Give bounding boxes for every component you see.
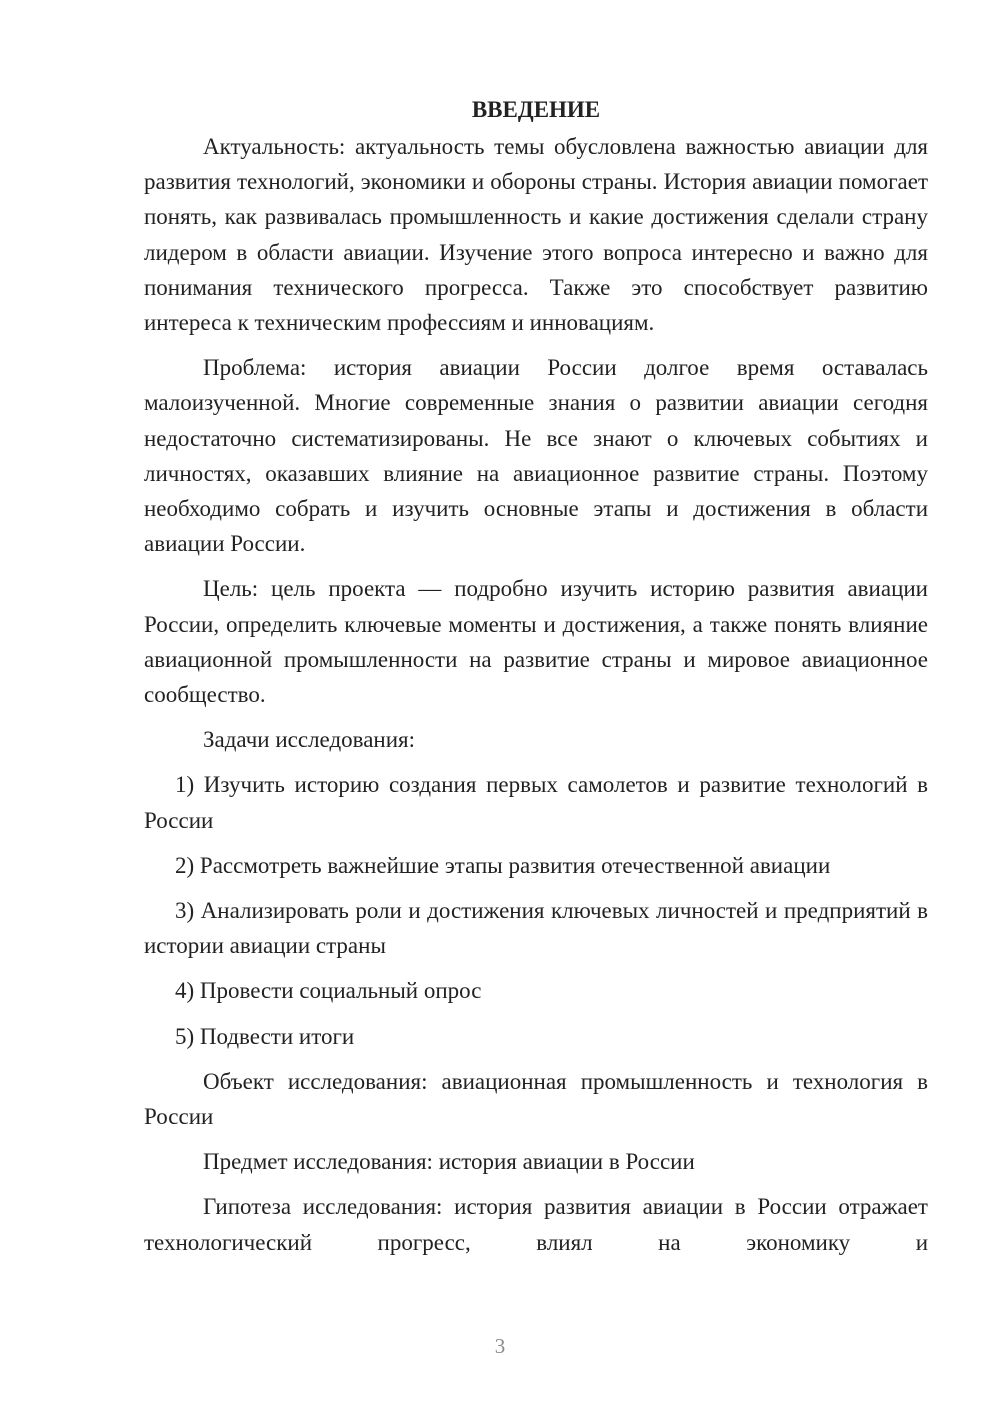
task-item-1: 1) Изучить историю создания первых самолетов и развитие технологий в России <box>144 772 928 833</box>
task-item-2: 2) Рассмотреть важнейшие этапы развития отечественной авиации <box>175 852 831 878</box>
document-page <box>144 92 928 1260</box>
paragraph-subject: Предмет исследования: история авиации в России <box>203 1149 695 1175</box>
page-number: 3 <box>494 1334 506 1358</box>
page-title: ВВЕДЕНИЕ <box>471 97 601 122</box>
paragraph-relevance: Актуальность: актуальность темы обусловлена важностью авиации для развития технологий, экономики и обороны страны. История авиации помогает понять, как развивалась промышленность и какие достижения сделали страну лидером в области авиации. Изучение этого вопроса интересно и важно для понимания технического прогресса. Также это способствует развитию интереса к техническим профессиям и инновациям. <box>144 134 928 336</box>
paragraph-goal: Цель: цель проекта — подробно изучить историю развития авиации России, определить ключевые моменты и достижения, а также понять влияние авиационной промышленности на развитие страны и мировое авиационное сообщество. <box>144 576 928 708</box>
task-item-4: 4) Провести социальный опрос <box>175 978 482 1004</box>
tasks-title: Задачи исследования: <box>203 727 416 753</box>
paragraph-hypothesis: Гипотеза исследования: история развития авиации в России отражает технологический прогресс, влиял на экономику и <box>144 1194 928 1255</box>
paragraph-object: Объект исследования: авиационная промышленность и технология в России <box>144 1068 928 1130</box>
task-item-3: 3) Анализировать роли и достижения ключевых личностей и предприятий в истории авиации страны <box>144 898 928 959</box>
task-item-5: 5) Подвести итоги <box>175 1023 355 1049</box>
paragraph-problem: Проблема: история авиации России долгое время оставалась малоизученной. Многие современные знания о развитии авиации сегодня недостаточно систематизированы. Не все знают о ключевых событиях и личностях, оказавших влияние на авиационное развитие страны. Поэтому необходимо собрать и изучить основные этапы и достижения в области авиации России. <box>144 355 928 557</box>
